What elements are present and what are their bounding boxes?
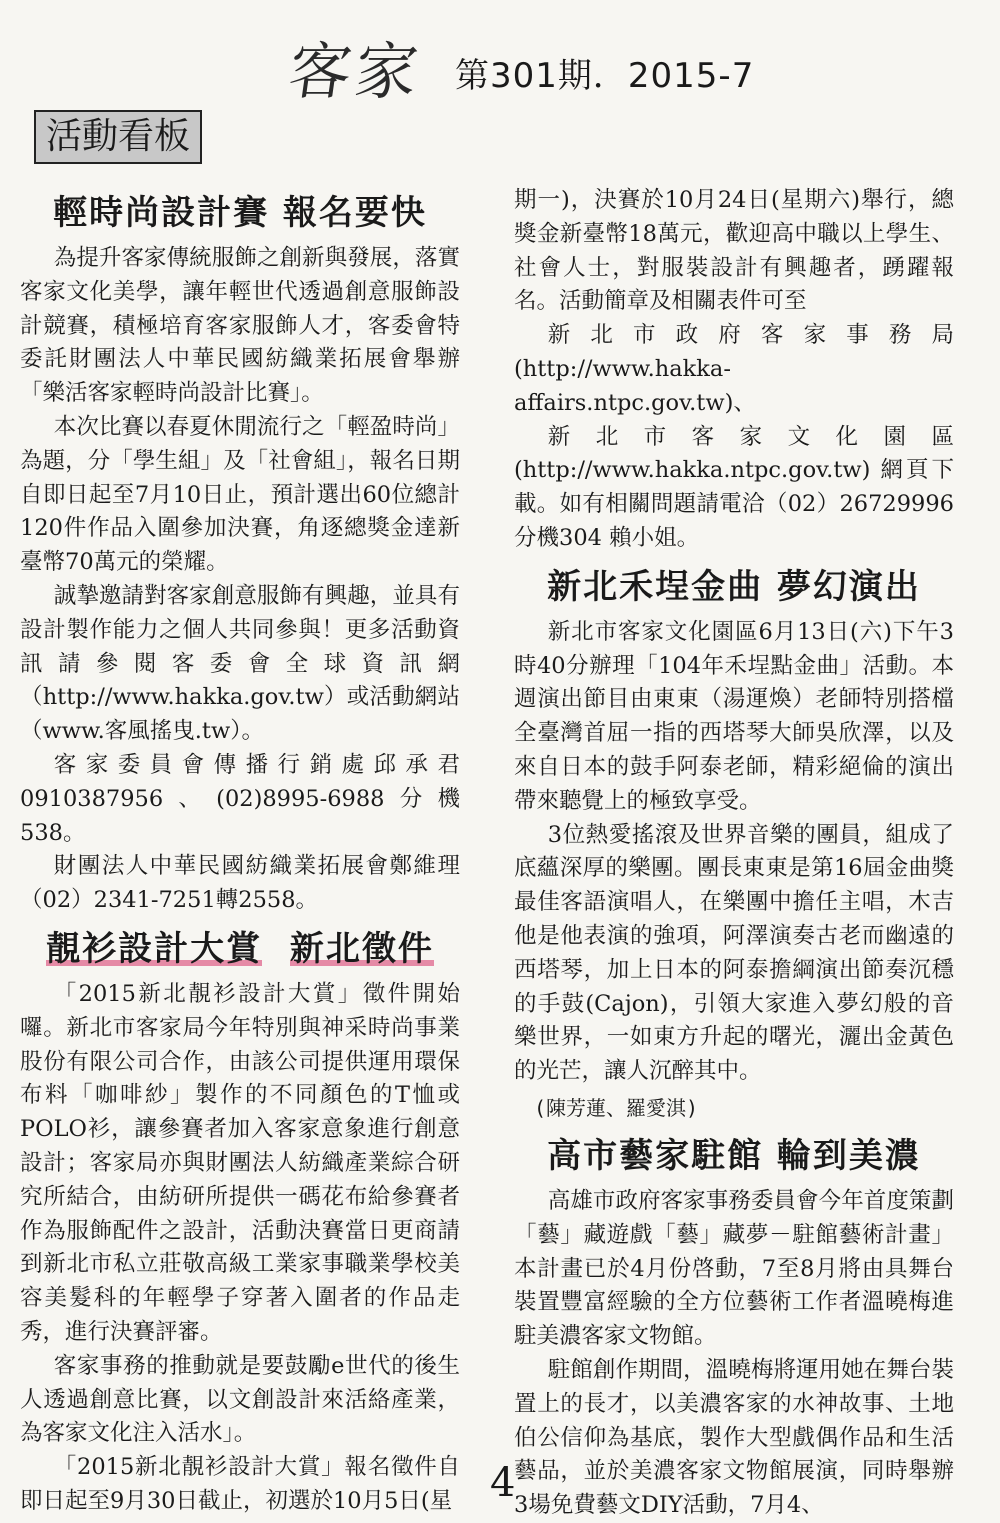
contact-paragraph: 客家委員會傳播行銷處邱承君0910387956、(02)8995-6988分機538。 (20, 751, 460, 846)
paragraph: 誠摯邀請對客家創意服飾有興趣，並具有設計製作能力之個人共同參與！更多活動資訊請參閱客委會全球資訊網（http://www.hakka.gov.tw）或活動網站（www.客風搖曳.tw）。 (20, 582, 460, 745)
section-label: 活動看板 (34, 110, 202, 164)
url-link[interactable]: (http://www.hakka-affairs.ntpc.gov.tw)、 (514, 355, 756, 416)
right-column (514, 184, 954, 1523)
paragraph: 新北市客家文化園區6月13日(六)下午3時40分辦理「104年禾埕點金曲」活動。本週演出節目由東東（湯運煥）老師特別搭檔全臺灣首屈一指的西塔琴大師吳欣澤，以及來自日本的鼓手阿泰老師，精彩絕倫的演出帶來聽覺上的極致享受。 (514, 618, 954, 814)
url-link[interactable]: (http://www.hakka.ntpc.gov.tw) 網頁下載。如有相關問題請電洽（02）26729996分機304 賴小姐。 (514, 457, 954, 551)
article-title (20, 926, 460, 972)
paragraph: 高雄市政府客家事務委員會今年首度策劃「藝」藏遊戲「藝」藏夢－駐館藝術計畫」本計畫已於4月份啓動，7至8月將由具舞台裝置豐富經驗的全方位藝術工作者溫曉梅進駐美濃客家文物館。 (514, 1187, 954, 1350)
paragraph: 本次比賽以春夏休閒流行之「輕盈時尚」為題，分「學生組」及「社會組」，報名日期自即日起至7月10日止，預計選出60位總計120件作品入圍參加決賽，角逐總獎金達新臺幣70萬元的榮耀。 (20, 413, 460, 576)
paragraph: 駐館創作期間，溫曉梅將運用她在舞台裝置上的長才，以美濃客家的水神故事、土地伯公信仰為基底，製作大型戲偶作品和生活藝品，並於美濃客家文物館展演，同時舉辦3場免費藝文DIY活動，7月4、 (514, 1356, 954, 1519)
paragraph: 「2015新北靚衫設計大賞」徵件開始囉。新北市客家局今年特別與神采時尚事業股份有限公司合作，由該公司提供運用環保布料「咖啡紗」製作的不同顏色的T恤或POLO衫，讓參賽者加入客家意象進行創意設計；客家局亦與財團法人紡織產業綜合研究所結合，由紡研所提供一碼花布給參賽者作為服飾配件之設計，活動決賽當日更商請到新北市私立莊敬高級工業家事職業學校美容美髮科的年輕學子穿著入圍者的作品走秀，進行決賽評審。 (20, 980, 460, 1345)
page-number: 4 (490, 1460, 516, 1506)
office-line: 新北市政府客家事務局 (547, 322, 954, 349)
contact-paragraph: 財團法人中華民國紡織業拓展會鄭維理（02）2341-7251轉2558。 (20, 853, 460, 914)
left-column (20, 190, 460, 1519)
paragraph: 「2015新北靚衫設計大賞」報名徵件自即日起至9月30日截止，初選於10月5日(星 (20, 1454, 460, 1514)
paragraph: 期一)，決賽於10月24日(星期六)舉行，總獎金新臺幣18萬元，歡迎高中職以上學生、社會人士，對服裝設計有興趣者，踴躍報名。活動簡章及相關表件可至 (514, 187, 954, 315)
article-title: 高市藝家駐館 輪到美濃 (547, 1135, 921, 1176)
paragraph: 3位熱愛搖滾及世界音樂的團員，組成了底蘊深厚的樂團。團長東東是第16屆金曲獎最佳客語演唱人，在樂團中擔任主唱，木吉他是他表演的強項，阿澤演奏古老而幽遠的西塔琴，加上日本的阿泰擔綱演出節奏沉穩的手鼓(Cajon)，引領大家進入夢幻般的音樂世界，一如東方升起的曙光，灑出金黃色的光芒，讓人沉醉其中。 (514, 821, 954, 1085)
title-part: 新北徵件 (289, 928, 434, 969)
issue-number: 第301期．2015-7 (455, 56, 755, 96)
paragraph: 客家事務的推動就是要鼓勵e世代的後生人透過創意比賽，以文創設計來活絡產業，為客家文化注入活水」。 (20, 1352, 460, 1447)
masthead-title: 客家 (284, 35, 427, 108)
title-part: 靚衫設計大賞 (46, 928, 263, 969)
park-line: 新北市客家文化園區 (547, 423, 954, 450)
byline: (陳芳蓮、羅愛淇) (534, 1095, 699, 1120)
article-title: 輕時尚設計賽 報名要快 (53, 193, 427, 233)
article-title: 新北禾埕金曲 夢幻演出 (547, 566, 921, 607)
paragraph: 為提升客家傳統服飾之創新與發展，落實客家文化美學，讓年輕世代透過創意服飾設計競賽，積極培育客家服飾人才，客委會特委託財團法人中華民國紡織業拓展會舉辦「樂活客家輕時尚設計比賽」。 (20, 245, 460, 407)
